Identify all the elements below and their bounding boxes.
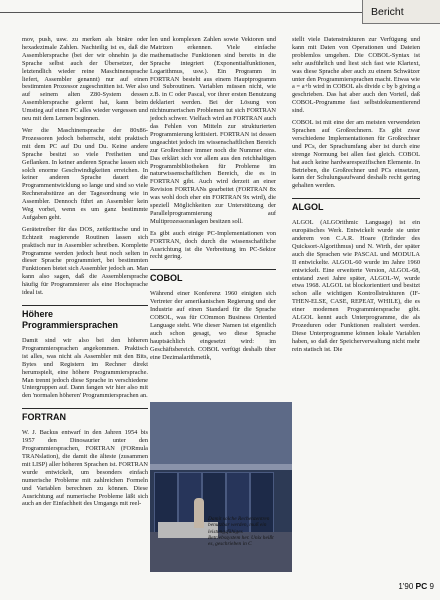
section-label: Bericht <box>362 0 440 24</box>
paragraph: COBOL ist mit eine der am meisten verwendeten Sprachen auf Großrechnern. Es gibt zwar verschiedene Implementationen für Großrechner und PCs, der Sprachumfang aber ist durch eine strenge Normung bei allen fast gleich. COBOL hat auch keine hardwarespezifischen Elemente. In Betrieben, die Großrechner und PCs einsetzen, kann der Schulungsaufwand deshalb recht gering gehalten werden. <box>292 119 420 190</box>
paragraph: ALGOL (ALGOrithmic Language) ist ein europäisches Werk. Entwickelt wurde sie unter anderem von C.A.R. Hoare (Erfinder des Quicksort-Algorithmus) und N. Wirth, der später auch die Sprachen wie PASCAL und MODULA II entwickelte. ALGOL-60 wurde im Jahre 1960 entwickelt. Eine erweiterte Version, ALGOL-68, entstand zwei Jahre später, ALGOL-W, wurde etwa 1968. ALGOL ist blockorientiert und besitzt schon alle wichtigen Kontrollstrukturen (IF-THEN-ELSE, CASE, REPEAT, WHILE), die es einer modernen Programmiersprache gibt. ALGOL kennt auch Unterprogramme, die als Prozeduren oder Funktionen realisiert werden. Diese Unterprogramme können lokale Variablen haben, so daß der Speicherverwaltung nicht mehr rein statisch ist. Die <box>292 219 420 353</box>
issue-number: 1'90 <box>398 582 414 591</box>
section-heading: COBOL <box>150 269 276 284</box>
paragraph: W. J. Backus entwarf in den Jahren 1954 bis 1957 den Dinosaurier unter den Programmiersprachen, FORTRAN (FORmula TRANslation), die damit die älteste (zusammen mit LISP) aller höheren Sprachen ist. FORTRAN wurde entwickelt, um besonders einfach numerische Probleme mit zahlreichen Formeln und Variablen berechnen zu können. Diese Ausrichtung auf numerische Probleme läßt sich auch an der Einfachheit des Umgangs mit reel- <box>22 429 148 508</box>
paragraph: Damit sind wir also bei den höheren Programmiersprachen angekommen. Praktisch ist alles, was nicht als Assembler mit den Bits, Bytes und Registern im Rechner direkt herumspielt, eine höhere Programmiersprache. Man trennt jedoch diese Sprache in verschiedene Untergruppen auf. Dann fangen wir hier also mit den 'normalen höheren' Programmiersprachen an. <box>22 337 148 400</box>
column-1 <box>22 36 148 512</box>
section-heading: ALGOL <box>292 198 420 213</box>
column-2 <box>150 36 276 366</box>
brand-logo: PC <box>415 581 428 591</box>
paragraph: stellt viele Datenstrukturen zur Verfügung und kann mit Daten von Operationen und Dateien problemlos umgehen. Die COBOL-Syntax ist sehr ausführlich und liest sich fast wie Klartext, was diese Sprache aber auch zu einem Schwätzer unter den Programmiersprachen macht. Etwas wie a = a+b wird in COBOL als divide c by b giving a geschrieben. Das hat aber auch den Vorteil, daß COBOL-Programme fast selbstdokumentierend sind. <box>292 36 420 115</box>
paragraph: Während einer Konferenz 1960 einigten sich Vertreter der amerikanischen Regierung und der Industrie auf einen Standard für die Sprache COBOL, was für COmmon Business Oriented Language steht. Wie dieser Namen ist eigentlich auch schon gesagt, wo diese Sprache hauptsächlich eingesetzt wird: im Geschäftsbereich. COBOL verfügt deshalb über eine Dezimalarithmetik, <box>150 290 276 361</box>
column-3 <box>292 36 420 358</box>
page-footer <box>398 581 434 591</box>
section-heading: Höhere Programmiersprachen <box>22 305 148 331</box>
page-number: 9 <box>429 582 434 591</box>
paragraph: Es gibt auch einige PC-Implementationen von FORTRAN, doch durch die wissenschaftliche Ausrichtung ist die Verbreitung im PC-Sektor recht gering. <box>150 229 276 261</box>
operator-figure <box>194 498 204 528</box>
paragraph: Wer die Maschinensprache der 80x86-Prozessoren jedoch beherrscht, steht praktisch mit dem PC auf Du und Du. Keine andere Sprache besitzt so viele Freiheiten und Geflanken. In keiner anderen Sprache lassen sich solch enorme Geschwindigkeiten erreichen. In keiner anderen Sprache dauert die Programmentwicklung so lange und sind so viele Rechnerabstürze an der Tagesordnung wie in Assembler. Dennoch führt an Assembler kein Weg vorbei, wenn es um ganz bestimmte Aufgaben geht. <box>22 126 148 221</box>
photo-stripe <box>150 464 292 470</box>
paragraph: mov, push, usw. zu merken als binäre oder hexadezimale Zahlen. Nachteilig ist es, daß die Assemblersprache (bei der wir ohnehin ja die Sprache selbst auch der Übersetzer, der letztendlich wieder reine Maschinensprache liefert, Assembler genannt) nur auf einen bestimmten Prozessor zugeschnitten ist. Wer also auf seinem alten Z80-System dessen Assemblersprache gelernt hat, kann beim Umstieg auf einen PC alles wieder vergessen und neu mit dem Lernen beginnen. <box>22 36 148 123</box>
section-heading: FORTRAN <box>22 408 148 423</box>
paragraph: len und komplexen Zahlen sowie Vektoren und Matrizen erkennen. Viele einfache mathematische Funktionen sind bereits in die Sprache integriert (Exponentialfunktionen, Logarithmus, usw.). Ein Programm in FORTRAN besteht aus einem Hauptprogramm und Subroutinen. Variablen müssen nicht, wie z.B. in C oder Pascal, vor ihrer ersten Benutzung deklariert werden. Bei der Lösung von nichtnumerischen Problemen tut sich FORTRAN jedoch schwer. Vielfach wird an FORTRAN auch das Fehlen von Mitteln zur strukturierten Programmierung kritisiert. FORTRAN ist dessen ungeachtet jedoch im wissenschaftlichen Bereich zur Großrechner immer noch die Nummer eins. Das erklärt sich vor allem aus den reichhaltigen Programmbibliotheken für Probleme im naturwissenschaftlichen Bereich, die es in FORTRAN gibt. Auch wird derzeit an einer Revision FORTRANs gearbeitet (FORTRAN 8x was wohl doch eher ein FORTRAN 9x wird), die speziell Möglichkeiten zur Unterstützung der Parallelprogrammierung auf Multiprozessoranlagen besitzen soll. <box>150 36 276 225</box>
photo-ceiling <box>150 402 292 464</box>
photo-caption: Damit solche Rechenzentren benutzbar werden, muß ein leistungsfähiges Betriebssystem her. Unix heißt es, geschrieben in C <box>208 516 274 548</box>
paragraph: Gerätetreiber für das DOS, zeitkritische und in Echtzeit reagierende Routinen lassen sich praktisch nur in Assembler schreiben. Komplette Programme werden jedoch heut noch selten in dieser Sprache programmiert, bei bestimmten Funktionen bietet sich Assembler jedoch an. Man kann also sagen, daß die Assemblersprache häufig für Programmierer als eine Hochsprache ideal ist. <box>22 225 148 297</box>
